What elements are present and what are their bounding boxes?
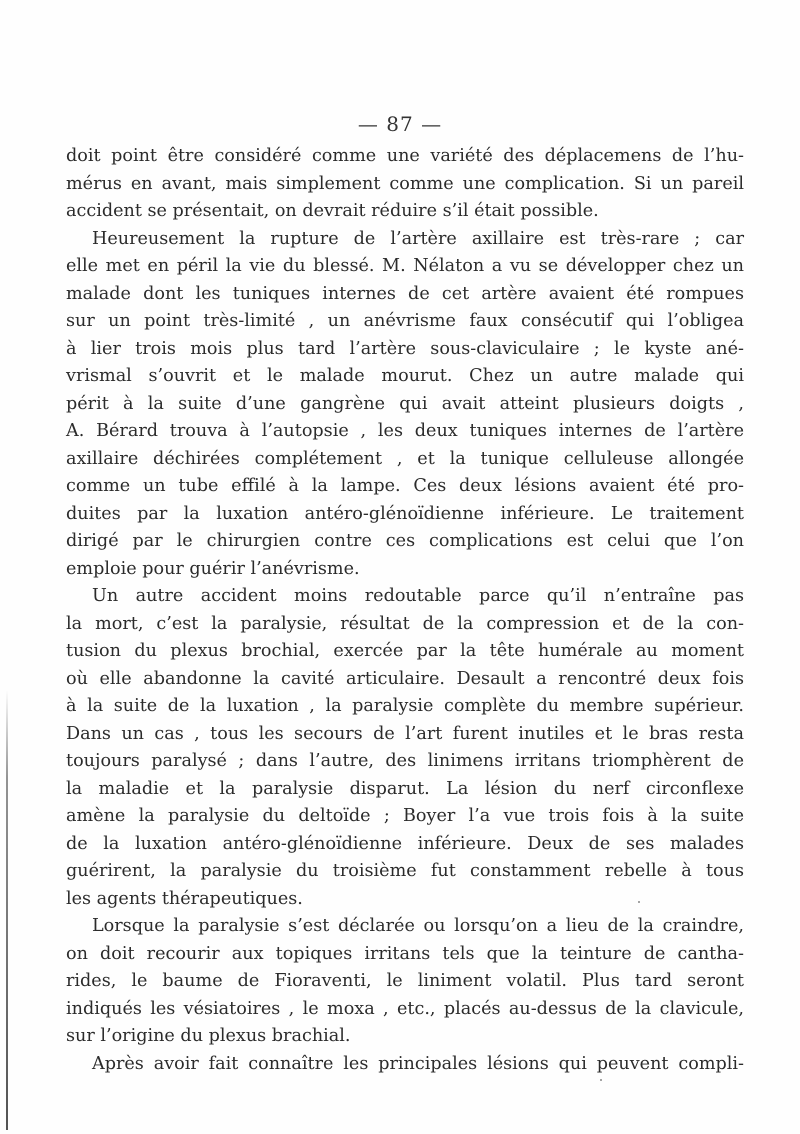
text-line: malade dont les tuniques internes de cet artère avaient été rompues: [66, 283, 744, 304]
text-line: indiqués les vésiatoires , le moxa , etc., placés au-dessus de la clavicule,: [66, 998, 744, 1019]
scan-edge-shadow: [6, 690, 8, 1130]
page-number: — 87 —: [357, 112, 443, 136]
body-text: [66, 143, 744, 1078]
text-line: à lier trois mois plus tard l’artère sous-claviculaire ; le kyste ané-: [66, 338, 744, 359]
text-line: à la suite de la luxation , la paralysie complète du membre supérieur.: [66, 696, 744, 716]
text-line: la maladie et la paralysie disparut. La lésion du nerf circonflexe: [66, 778, 744, 799]
text-line: axillaire déchirées complétement , et la tunique celluleuse allongée: [66, 448, 744, 469]
text-line: sur l’origine du plexus brachial.: [66, 1026, 351, 1046]
paper-speck: [600, 1079, 602, 1081]
text-line: emploie pour guérir l’anévrisme.: [66, 558, 360, 579]
text-line: duites par la luxation antéro-glénoïdienne inférieure. Le traitement: [66, 503, 744, 524]
text-line: rides, le baume de Fioraventi, le liniment volatil. Plus tard seront: [66, 971, 744, 991]
text-line: guérirent, la paralysie du troisième fut constamment rebelle à tous: [66, 861, 744, 881]
text-line: Après avoir fait connaître les principales lésions qui peuvent compli-: [92, 1053, 744, 1074]
text-line: Lorsque la paralysie s’est déclarée ou lorsqu’on a lieu de la craindre,: [92, 916, 744, 936]
text-line: sur un point très-limité , un anévrisme faux consécutif qui l’obligea: [66, 311, 744, 331]
text-line: A. Bérard trouva à l’autopsie , les deux tuniques internes de l’artère: [66, 421, 744, 441]
text-line: Heureusement la rupture de l’artère axillaire est très-rare ; car: [92, 228, 744, 249]
text-line: où elle abandonne la cavité articulaire. Desault a rencontré deux fois: [66, 668, 744, 689]
text-line: amène la paralysie du deltoïde ; Boyer l’a vue trois fois à la suite: [66, 806, 744, 826]
text-line: on doit recourir aux topiques irritans tels que la teinture de cantha-: [66, 943, 744, 964]
text-line: comme un tube effilé à la lampe. Ces deux lésions avaient été pro-: [66, 476, 744, 496]
text-line: elle met en péril la vie du blessé. M. Nélaton a vu se développer chez un: [66, 256, 744, 276]
text-line: tusion du plexus brochial, exercée par la tête humérale au moment: [66, 641, 744, 661]
text-line: vrismal s’ouvrit et le malade mourut. Chez un autre malade qui: [66, 366, 744, 386]
text-line: Un autre accident moins redoutable parce qu’il n’entraîne pas: [92, 586, 744, 606]
paper-speck: [638, 901, 640, 903]
text-line: accident se présentait, on devrait réduire s’il était possible.: [66, 201, 599, 221]
text-line: les agents thérapeutiques.: [66, 888, 303, 909]
text-line: périt à la suite d’une gangrène qui avait atteint plusieurs doigts ,: [66, 393, 744, 414]
text-line: dirigé par le chirurgien contre ces complications est celui que l’on: [66, 531, 744, 551]
text-line: de la luxation antéro-glénoïdienne inférieure. Deux de ses malades: [66, 833, 744, 854]
text-line: doit point être considéré comme une variété des déplacemens de l’hu-: [66, 146, 744, 166]
text-line: toujours paralysé ; dans l’autre, des linimens irritans triomphèrent de: [66, 751, 744, 771]
text-line: la mort, c’est la paralysie, résultat de la compression et de la con-: [66, 613, 744, 634]
text-line: Dans un cas , tous les secours de l’art furent inutiles et le bras resta: [66, 723, 744, 744]
text-line: mérus en avant, mais simplement comme une complication. Si un pareil: [66, 173, 744, 194]
